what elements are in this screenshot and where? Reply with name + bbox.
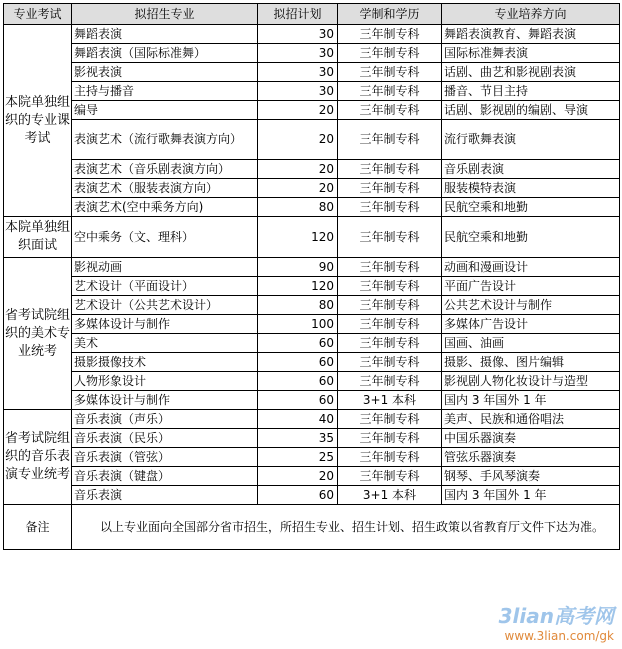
header-plan: 拟招计划 [258,4,338,25]
direction-cell: 国画、油画 [442,334,620,353]
plan-cell: 30 [258,44,338,63]
major-cell: 影视表演 [72,63,258,82]
system-cell: 三年制专科 [338,44,442,63]
table-row [4,82,620,101]
system-cell: 三年制专科 [338,372,442,391]
plan-cell: 60 [258,372,338,391]
major-cell: 空中乘务（文、理科） [72,217,258,258]
major-cell: 表演艺术（服装表演方向） [72,179,258,198]
table-row [4,467,620,486]
plan-cell: 90 [258,258,338,277]
direction-cell: 民航空乘和地勤 [442,198,620,217]
major-cell: 人物形象设计 [72,372,258,391]
direction-cell: 民航空乘和地勤 [442,217,620,258]
plan-cell: 30 [258,82,338,101]
system-cell: 三年制专科 [338,353,442,372]
direction-cell: 国内 3 年国外 1 年 [442,391,620,410]
system-cell: 三年制专科 [338,296,442,315]
direction-cell: 中国乐器演奏 [442,429,620,448]
direction-cell: 播音、节目主持 [442,82,620,101]
table-row [4,391,620,410]
plan-cell: 20 [258,179,338,198]
system-cell: 3+1 本科 [338,486,442,505]
system-cell: 三年制专科 [338,277,442,296]
direction-cell: 平面广告设计 [442,277,620,296]
table-row [4,217,620,258]
enrollment-table [3,3,620,550]
system-cell: 三年制专科 [338,217,442,258]
system-cell: 三年制专科 [338,315,442,334]
system-cell: 三年制专科 [338,467,442,486]
group-label-1: 本院单独组织的专业课考试 [4,25,72,217]
direction-cell: 摄影、摄像、图片编辑 [442,353,620,372]
direction-cell: 舞蹈表演教育、舞蹈表演 [442,25,620,44]
system-cell: 三年制专科 [338,448,442,467]
plan-cell: 120 [258,217,338,258]
major-cell: 美术 [72,334,258,353]
watermark [499,600,614,643]
plan-cell: 60 [258,391,338,410]
major-cell: 编导 [72,101,258,120]
note-label: 备注 [4,505,72,550]
major-cell: 影视动画 [72,258,258,277]
note-row [4,505,620,550]
system-cell: 三年制专科 [338,101,442,120]
table-row [4,258,620,277]
direction-cell: 管弦乐器演奏 [442,448,620,467]
table-row [4,372,620,391]
plan-cell: 25 [258,448,338,467]
header-direction: 专业培养方向 [442,4,620,25]
group-label-4: 省考试院组织的音乐表演专业统考 [4,410,72,505]
table-row [4,448,620,467]
table-row [4,198,620,217]
plan-cell: 100 [258,315,338,334]
system-cell: 三年制专科 [338,334,442,353]
major-cell: 艺术设计（平面设计） [72,277,258,296]
header-exam-type: 专业考试 [4,4,72,25]
system-cell: 三年制专科 [338,179,442,198]
plan-cell: 20 [258,467,338,486]
group-label-3: 省考试院组织的美术专业统考 [4,258,72,410]
direction-cell: 美声、民族和通俗唱法 [442,410,620,429]
system-cell: 三年制专科 [338,160,442,179]
system-cell: 三年制专科 [338,410,442,429]
plan-cell: 20 [258,120,338,160]
table-row [4,44,620,63]
watermark-url: www.3lian.com/gk [504,629,614,643]
table-row [4,429,620,448]
plan-cell: 20 [258,160,338,179]
major-cell: 表演艺术（音乐剧表演方向） [72,160,258,179]
direction-cell: 公共艺术设计与制作 [442,296,620,315]
plan-cell: 120 [258,277,338,296]
header-row [4,4,620,25]
direction-cell: 国际标准舞表演 [442,44,620,63]
plan-cell: 30 [258,63,338,82]
direction-cell: 国内 3 年国外 1 年 [442,486,620,505]
table-row [4,296,620,315]
major-cell: 音乐表演（管弦） [72,448,258,467]
direction-cell: 动画和漫画设计 [442,258,620,277]
direction-cell: 钢琴、手风琴演奏 [442,467,620,486]
table-row [4,160,620,179]
system-cell: 三年制专科 [338,198,442,217]
table-row [4,410,620,429]
header-major: 拟招生专业 [72,4,258,25]
major-cell: 多媒体设计与制作 [72,391,258,410]
watermark-logo: 3lian高考网 [498,604,614,628]
system-cell: 三年制专科 [338,82,442,101]
direction-cell: 音乐剧表演 [442,160,620,179]
major-cell: 舞蹈表演（国际标准舞） [72,44,258,63]
plan-cell: 60 [258,334,338,353]
table-body [4,4,620,550]
major-cell: 多媒体设计与制作 [72,315,258,334]
table-row [4,25,620,44]
table-row [4,120,620,160]
table-row [4,179,620,198]
table-row [4,63,620,82]
plan-cell: 20 [258,101,338,120]
plan-cell: 80 [258,198,338,217]
system-cell: 三年制专科 [338,258,442,277]
major-cell: 表演艺术（流行歌舞表演方向） [72,120,258,160]
major-cell: 表演艺术(空中乘务方向) [72,198,258,217]
major-cell: 音乐表演（民乐） [72,429,258,448]
direction-cell: 多媒体广告设计 [442,315,620,334]
major-cell: 舞蹈表演 [72,25,258,44]
direction-cell: 服装模特表演 [442,179,620,198]
plan-cell: 80 [258,296,338,315]
table-row [4,486,620,505]
direction-cell: 流行歌舞表演 [442,120,620,160]
table-row [4,334,620,353]
major-cell: 艺术设计（公共艺术设计） [72,296,258,315]
major-cell: 摄影摄像技术 [72,353,258,372]
system-cell: 三年制专科 [338,429,442,448]
plan-cell: 35 [258,429,338,448]
plan-cell: 60 [258,486,338,505]
direction-cell: 话剧、影视剧的编剧、导演 [442,101,620,120]
major-cell: 音乐表演 [72,486,258,505]
table-row [4,101,620,120]
direction-cell: 话剧、曲艺和影视剧表演 [442,63,620,82]
system-cell: 三年制专科 [338,25,442,44]
plan-cell: 40 [258,410,338,429]
system-cell: 3+1 本科 [338,391,442,410]
plan-cell: 60 [258,353,338,372]
major-cell: 音乐表演（声乐） [72,410,258,429]
table-row [4,315,620,334]
system-cell: 三年制专科 [338,63,442,82]
group-label-2: 本院单独组织面试 [4,217,72,258]
major-cell: 音乐表演（键盘） [72,467,258,486]
note-text: 以上专业面向全国部分省市招生，所招生专业、招生计划、招生政策以省教育厅文件下达为准。 [72,505,620,550]
major-cell: 主持与播音 [72,82,258,101]
table-row [4,353,620,372]
direction-cell: 影视剧人物化妆设计与造型 [442,372,620,391]
header-system: 学制和学历 [338,4,442,25]
table-row [4,277,620,296]
system-cell: 三年制专科 [338,120,442,160]
plan-cell: 30 [258,25,338,44]
